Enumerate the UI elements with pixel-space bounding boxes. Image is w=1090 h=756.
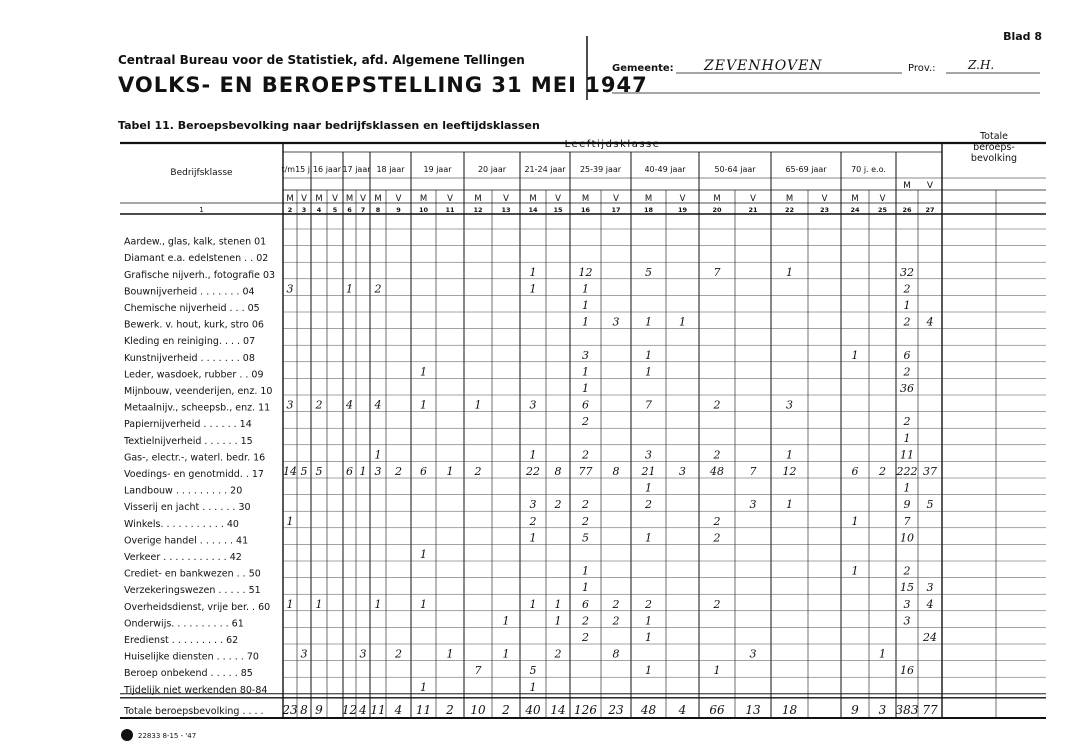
sex-label: M [374, 194, 382, 204]
column-number: 19 [677, 206, 688, 214]
table-cell: 6 [346, 465, 353, 478]
table-cell: 1 [713, 664, 721, 678]
column-number: 5 [332, 206, 338, 214]
table-cell: 222 [896, 465, 918, 478]
table-title: Tabel 11. Beroepsbevolking naar bedrijfsklassen en leeftijdsklassen [118, 119, 540, 132]
table-cell: 9 [903, 498, 911, 512]
column-number: 18 [643, 206, 654, 214]
sex-label: M [419, 194, 428, 204]
table-cell: 1 [315, 597, 323, 611]
table-cell: 8 [612, 465, 620, 478]
row-label: Verkeer . . . . . . . . . . . 42 [124, 552, 242, 563]
column-number: 2 [287, 206, 293, 214]
sex-label: M [345, 194, 354, 204]
table-cell: 7 [713, 265, 721, 279]
table-cell: 2 [903, 365, 911, 379]
table-cell: 1 [529, 680, 537, 694]
table-cell: 3 [679, 465, 686, 478]
row-label: Textielnijverheid . . . . . . 15 [124, 435, 253, 447]
table-cell: 1 [474, 398, 482, 412]
table-cell: 2 [554, 647, 562, 661]
total-cell: 4 [394, 703, 403, 717]
table-cell: 6 [582, 597, 589, 611]
row-header-number: 1 [199, 206, 204, 214]
table-cell: 2 [582, 415, 589, 429]
table-cell: 1 [374, 448, 382, 462]
table-cell: 2 [612, 614, 620, 628]
table-cell: 1 [786, 448, 793, 462]
table-cell: 1 [502, 614, 510, 628]
row-label: Metaalnijv., scheepsb., enz. 11 [124, 402, 271, 414]
table-cell: 1 [346, 282, 353, 296]
total-cell: 4 [678, 703, 687, 717]
column-number: 4 [316, 206, 322, 214]
column-number: 24 [850, 206, 860, 214]
total-cell: 10 [470, 703, 486, 717]
table-cell: 7 [749, 465, 757, 478]
table-cell: 2 [903, 415, 911, 429]
print-code: 22833 8-15 - '47 [138, 732, 197, 740]
total-cell: 3 [878, 703, 887, 717]
table-cell: 1 [786, 265, 793, 279]
table-cell: 2 [713, 448, 721, 462]
column-number: 6 [347, 206, 352, 214]
sex-label: V [555, 194, 561, 204]
table-cell: 2 [903, 564, 911, 578]
total-header-line: Totale [979, 131, 1009, 142]
table-cell: 37 [923, 465, 937, 478]
row-label: Mijnbouw, veenderijen, enz. 10 [124, 386, 273, 397]
sex-label: V [613, 194, 619, 204]
table-cells [281, 266, 938, 717]
table-cell: 7 [903, 514, 911, 528]
table-cell: 1 [286, 597, 294, 611]
table-cell: 1 [286, 514, 294, 528]
total-cell: 23 [608, 703, 624, 717]
gemeente-label: Gemeente: [612, 63, 674, 74]
form-title: VOLKS- EN BEROEPSTELLING 31 MEI 1947 [118, 73, 648, 97]
age-group-label: 16 jaar [312, 165, 342, 174]
table-cell: 36 [900, 382, 914, 395]
column-number: 20 [712, 206, 722, 214]
column-number: 7 [360, 206, 366, 214]
table-cell: 1 [529, 448, 537, 462]
sex-label: M [581, 194, 590, 204]
table-cell: 3 [903, 597, 911, 611]
total-cell: 9 [851, 703, 859, 717]
column-number: 12 [473, 206, 483, 214]
sex-label: M [529, 194, 537, 204]
age-group-label: 40-49 jaar [644, 165, 686, 174]
table-cell: 1 [679, 315, 686, 329]
age-group-label: t/m15 j. [281, 165, 313, 174]
total-cell: 9 [315, 703, 323, 717]
table-cell: 1 [582, 282, 589, 296]
table-cell: 1 [446, 465, 454, 478]
table-cell: 5 [300, 465, 308, 478]
sex-label: V [395, 194, 402, 204]
sex-label: V [503, 194, 509, 204]
table-cell: 1 [359, 465, 367, 478]
age-group-label: 21-24 jaar [524, 165, 566, 174]
row-label: Kleding en reiniging. . . . 07 [124, 336, 256, 348]
table-cell: 21 [641, 465, 656, 478]
table-cell: 3 [749, 647, 757, 661]
table-cell: 1 [903, 481, 911, 495]
age-group-label: 17 jaar [342, 165, 371, 174]
bureau-heading: Centraal Bureau voor de Statistiek, afd. Algemene Tellingen [118, 53, 525, 67]
table-cell: 1 [645, 531, 652, 545]
total-sex-v: V [926, 181, 934, 191]
table-cell: 3 [286, 282, 294, 296]
column-number: 22 [784, 206, 795, 214]
table-cell: 2 [395, 647, 402, 661]
table-cell: 1 [645, 481, 652, 495]
table-cell: 1 [420, 597, 427, 611]
sex-label: V [332, 194, 338, 204]
table-cell: 12 [782, 465, 797, 478]
table-cell: 1 [446, 647, 454, 661]
total-cell: 4 [359, 703, 367, 717]
table-cell: 4 [374, 398, 382, 412]
table-cell: 6 [420, 465, 427, 478]
table-cell: 2 [903, 315, 911, 329]
column-number: 11 [445, 206, 455, 214]
column-number: 25 [877, 206, 888, 214]
total-cell: 2 [502, 703, 510, 717]
table-cell: 1 [851, 564, 859, 578]
total-cell: 383 [895, 703, 919, 717]
age-group-label: 50-64 jaar [714, 165, 756, 174]
table-cell: 5 [315, 465, 323, 478]
table-cell: 2 [395, 465, 402, 478]
sex-label: M [851, 194, 859, 204]
table-cell: 1 [374, 597, 382, 611]
total-sex-m: M [903, 181, 911, 191]
table-cell: 1 [554, 614, 562, 628]
table-cell: 3 [286, 398, 294, 412]
table-cell: 3 [786, 398, 793, 412]
total-row-label: Totale beroepsbevolking . . . . [124, 706, 264, 717]
total-header-line: beroeps- [973, 142, 1015, 153]
table-cell: 3 [612, 315, 620, 329]
total-cell: 14 [550, 703, 566, 717]
table-cell: 14 [283, 465, 297, 478]
table-cell: 2 [713, 514, 721, 528]
table-cell: 16 [900, 664, 914, 678]
table-cell: 2 [474, 465, 482, 478]
table-cell: 2 [374, 282, 382, 296]
row-label: Bewerk. v. hout, kurk, stro 06 [124, 319, 264, 331]
table-cell: 8 [554, 465, 562, 478]
row-label: Landbouw . . . . . . . . . 20 [124, 485, 243, 497]
age-group-label: 65-69 jaar [785, 165, 827, 174]
table-cell: 1 [582, 299, 589, 312]
table-cell: 6 [903, 348, 911, 362]
table-cell: 6 [582, 398, 589, 412]
column-number: 10 [418, 206, 429, 214]
total-cell: 66 [709, 703, 725, 717]
printer-logo-icon [121, 729, 133, 741]
sex-label: M [286, 194, 294, 204]
table-cell: 3 [300, 647, 308, 661]
sex-label: M [315, 194, 323, 204]
row-label: Kunstnijverheid . . . . . . . 08 [124, 352, 255, 364]
row-label: Chemische nijverheid . . . 05 [124, 303, 260, 314]
table-cell: 2 [582, 614, 589, 628]
table-cell: 1 [529, 282, 537, 296]
age-group-label: 25-39 jaar [579, 165, 622, 174]
column-number: 13 [501, 206, 511, 214]
age-group-label: 20 jaar [477, 165, 507, 174]
table-cell: 1 [420, 680, 427, 694]
table-cell: 48 [710, 465, 724, 478]
table-cell: 1 [582, 564, 589, 578]
column-number: 26 [902, 206, 912, 214]
table-cell: 7 [645, 398, 652, 412]
table-cell: 1 [582, 365, 589, 379]
age-group-label: 18 jaar [376, 165, 405, 174]
row-label: Diamant e.a. edelstenen . . 02 [124, 253, 269, 265]
column-number: 14 [528, 206, 538, 214]
table-cell: 2 [582, 448, 589, 462]
sex-label: V [447, 194, 453, 204]
sex-label: V [821, 194, 828, 204]
age-group-label: 70 j. e.o. [851, 165, 886, 174]
column-number: 9 [396, 206, 401, 214]
sex-label: M [474, 194, 482, 204]
column-number: 23 [819, 206, 830, 214]
table-cell: 3 [749, 498, 757, 512]
sex-label: M [644, 194, 653, 204]
total-header-line: bevolking [970, 153, 1018, 164]
table-cell: 2 [713, 531, 721, 545]
table-cell: 3 [582, 348, 589, 362]
row-label: Winkels. . . . . . . . . . . 40 [124, 518, 239, 530]
table-cell: 1 [903, 431, 911, 445]
row-label: Tijdelijk niet werkenden 80-84 [124, 684, 268, 696]
total-cell: 2 [446, 703, 454, 717]
table-cell: 2 [315, 398, 323, 412]
total-cell: 11 [415, 703, 432, 717]
sex-label: V [879, 194, 886, 204]
table-cell: 2 [612, 597, 620, 611]
table-cell: 1 [420, 365, 427, 379]
row-label: Visserij en jacht . . . . . . 30 [124, 502, 251, 514]
total-cell: 23 [282, 703, 298, 717]
table-cell: 2 [582, 514, 589, 528]
table-cell: 8 [612, 647, 620, 661]
table-cell: 1 [529, 531, 537, 545]
table-cell: 5 [926, 498, 934, 512]
table-cell: 1 [903, 299, 911, 312]
table-cell: 1 [645, 348, 652, 362]
column-number: 17 [611, 206, 621, 214]
column-number: 27 [925, 206, 935, 214]
table-cell: 2 [529, 514, 537, 528]
total-cell: 13 [745, 703, 761, 717]
row-label: Eredienst . . . . . . . . . 62 [124, 635, 239, 646]
table-cell: 2 [582, 498, 589, 512]
sex-label: V [750, 194, 756, 204]
table-cell: 4 [926, 597, 934, 611]
table-cell: 2 [645, 498, 652, 512]
table-cell: 32 [900, 265, 914, 279]
row-label: Huiselijke diensten . . . . . 70 [124, 651, 259, 663]
age-group-label: 19 jaar [423, 165, 452, 174]
table-cell: 1 [645, 614, 652, 628]
table-cell: 3 [359, 647, 367, 661]
table-cell: 3 [926, 581, 934, 595]
table-cell: 1 [582, 581, 589, 595]
sex-label: V [679, 194, 686, 204]
table-cell: 15 [900, 581, 914, 595]
prov-label: Prov.: [908, 63, 936, 74]
total-cell: 11 [370, 703, 386, 717]
row-label: Beroep onbekend . . . . . 85 [124, 668, 253, 680]
row-label: Overige handel . . . . . . 41 [124, 535, 249, 547]
table-cell: 1 [582, 382, 589, 395]
row-label: Onderwijs. . . . . . . . . . 61 [124, 618, 244, 630]
table-cell: 77 [578, 465, 593, 478]
table-cell: 1 [529, 265, 537, 279]
total-cell: 18 [781, 703, 798, 717]
total-cell: 77 [922, 703, 938, 717]
table-cell: 22 [526, 465, 540, 478]
row-labels [123, 237, 275, 717]
row-label: Verzekeringswezen . . . . . 51 [124, 585, 261, 597]
table-cell: 3 [903, 614, 911, 628]
table-cell: 1 [645, 664, 652, 678]
table-cell: 1 [554, 597, 562, 611]
table-cell: 3 [645, 448, 652, 462]
table-cell: 1 [502, 647, 510, 661]
table-cell: 12 [578, 265, 593, 279]
table-cell: 1 [645, 315, 652, 329]
sex-label: V [360, 194, 366, 204]
total-cell: 12 [341, 703, 358, 717]
table-cell: 2 [582, 631, 589, 644]
table-cell: 5 [582, 531, 589, 545]
row-label: Crediet- en bankwezen . . 50 [124, 568, 261, 580]
age-group-header: Leeftijdsklasse [564, 139, 661, 150]
row-label: Grafische nijverh., fotografie 03 [124, 269, 276, 281]
table-cell: 1 [879, 647, 886, 661]
table-cell: 2 [903, 282, 911, 296]
table-cell: 2 [713, 597, 721, 611]
column-number: 8 [375, 206, 381, 214]
column-number: 15 [553, 206, 563, 214]
row-label: Gas-, electr.-, waterl. bedr. 16 [124, 452, 266, 464]
table-cell: 1 [786, 498, 793, 512]
total-cell: 126 [574, 703, 597, 717]
page-number: Blad 8 [1003, 30, 1042, 43]
table-cell: 1 [645, 631, 652, 644]
table-cell: 11 [900, 448, 914, 462]
table-cell: 1 [420, 398, 427, 412]
table-cell: 1 [851, 514, 859, 528]
table-cell: 2 [879, 465, 886, 478]
column-number: 21 [748, 206, 758, 214]
table-cell: 1 [851, 348, 859, 362]
table-cell: 3 [529, 498, 537, 512]
row-label: Bouwnijverheid . . . . . . . 04 [124, 286, 255, 298]
table-cell: 10 [900, 531, 914, 545]
row-label: Overheidsdienst, vrije ber. . 60 [124, 601, 271, 613]
table-cell: 1 [420, 548, 427, 561]
row-label: Leder, wasdoek, rubber . . 09 [124, 369, 264, 381]
gemeente-value: ZEVENHOVEN [704, 58, 823, 74]
row-header: Bedrijfsklasse [170, 168, 233, 178]
column-number: 3 [301, 206, 307, 214]
table-cell: 5 [645, 265, 652, 279]
table-cell: 4 [346, 398, 353, 412]
table-cell: 1 [582, 315, 589, 329]
table-cell: 7 [474, 664, 482, 678]
table-cell: 1 [645, 365, 652, 379]
table-cell: 2 [554, 498, 562, 512]
table-cell: 3 [529, 398, 537, 412]
table-cell: 3 [374, 465, 382, 478]
total-cell: 40 [525, 703, 541, 717]
total-cell: 8 [300, 703, 308, 717]
table-cell: 1 [529, 597, 537, 611]
sex-label: V [301, 194, 307, 204]
table-cell: 2 [645, 597, 652, 611]
column-number: 16 [580, 206, 591, 214]
table-cell: 5 [529, 664, 537, 678]
row-label: Voedings- en genotmidd. . 17 [124, 469, 264, 480]
row-label: Papiernijverheid . . . . . . 14 [124, 419, 252, 431]
prov-value: Z.H. [968, 58, 995, 72]
table-cell: 6 [851, 465, 859, 478]
sex-label: M [785, 194, 794, 204]
table-cell: 4 [926, 315, 934, 329]
table-cell: 24 [923, 631, 937, 644]
row-label: Aardew., glas, kalk, stenen 01 [124, 236, 267, 248]
table-cell: 2 [713, 398, 721, 412]
sex-label: M [713, 194, 721, 204]
total-cell: 48 [640, 703, 657, 717]
